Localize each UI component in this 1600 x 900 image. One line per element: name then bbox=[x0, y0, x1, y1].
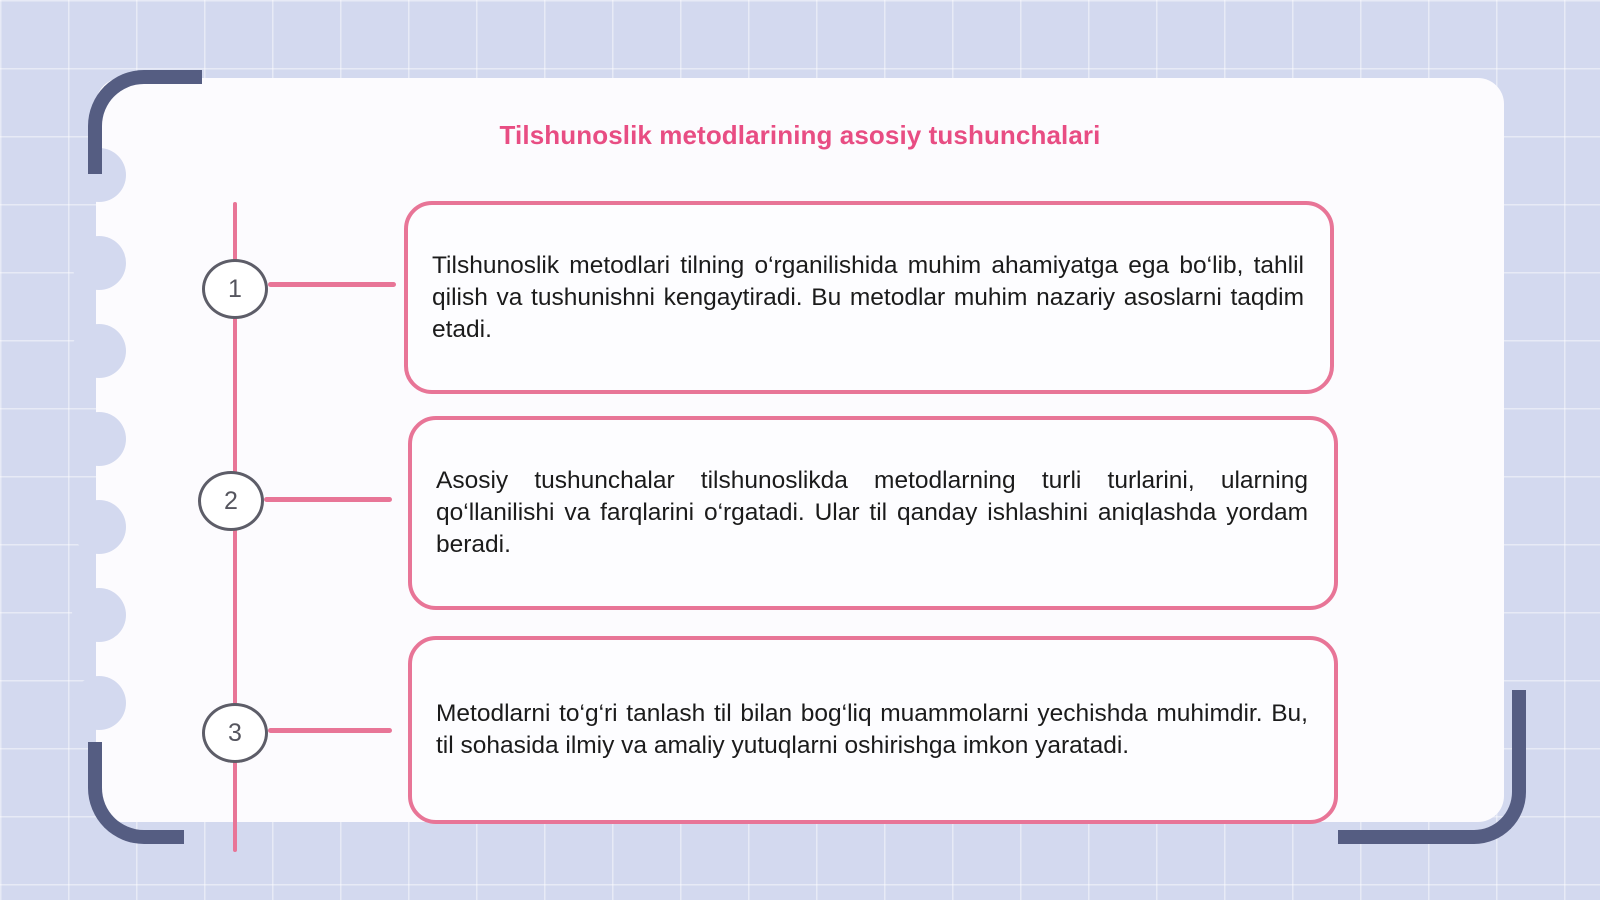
step-card-text: Metodlarni to‘g‘ri tanlash til bilan bog‘liq muammolarni yechishda muhimdir. Bu, til sohasida ilmiy va amaliy yutuqlarni oshirishga imkon yaratadi. bbox=[436, 700, 1308, 759]
notebook-hole bbox=[72, 236, 126, 290]
notebook-hole bbox=[72, 588, 126, 642]
notebook-hole bbox=[72, 324, 126, 378]
step-card-text: Tilshunoslik metodlari tilning o‘rganilishida muhim ahamiyatga ega bo‘lib, tahlil qilish va tushunishni kengaytiradi. Bu metodlar muhim nazariy asoslarni taqdim etadi. bbox=[432, 251, 1304, 343]
timeline-connector bbox=[264, 497, 392, 502]
corner-bracket-bottom-left bbox=[88, 742, 184, 844]
timeline-connector bbox=[268, 728, 392, 733]
notebook-hole bbox=[72, 500, 126, 554]
step-card bbox=[408, 416, 1338, 610]
step-number-circle: 3 bbox=[202, 703, 268, 763]
step-card bbox=[408, 636, 1338, 824]
notebook-hole bbox=[72, 412, 126, 466]
step-card bbox=[404, 201, 1334, 394]
slide-title: Tilshunoslik metodlarining asosiy tushunchalari bbox=[499, 120, 1101, 150]
step-number-circle: 2 bbox=[198, 471, 264, 531]
step-number-circle: 1 bbox=[202, 259, 268, 319]
step-card-text: Asosiy tushunchalar tilshunoslikda metodlarning turli turlarini, ularning qo‘llanilishi va farqlarini o‘rgatadi. Ular til qanday ishlashini aniqlashda yordam beradi. bbox=[436, 467, 1308, 558]
notebook-hole bbox=[72, 676, 126, 730]
timeline-connector bbox=[268, 282, 396, 287]
corner-bracket-bottom-right bbox=[1338, 690, 1526, 844]
